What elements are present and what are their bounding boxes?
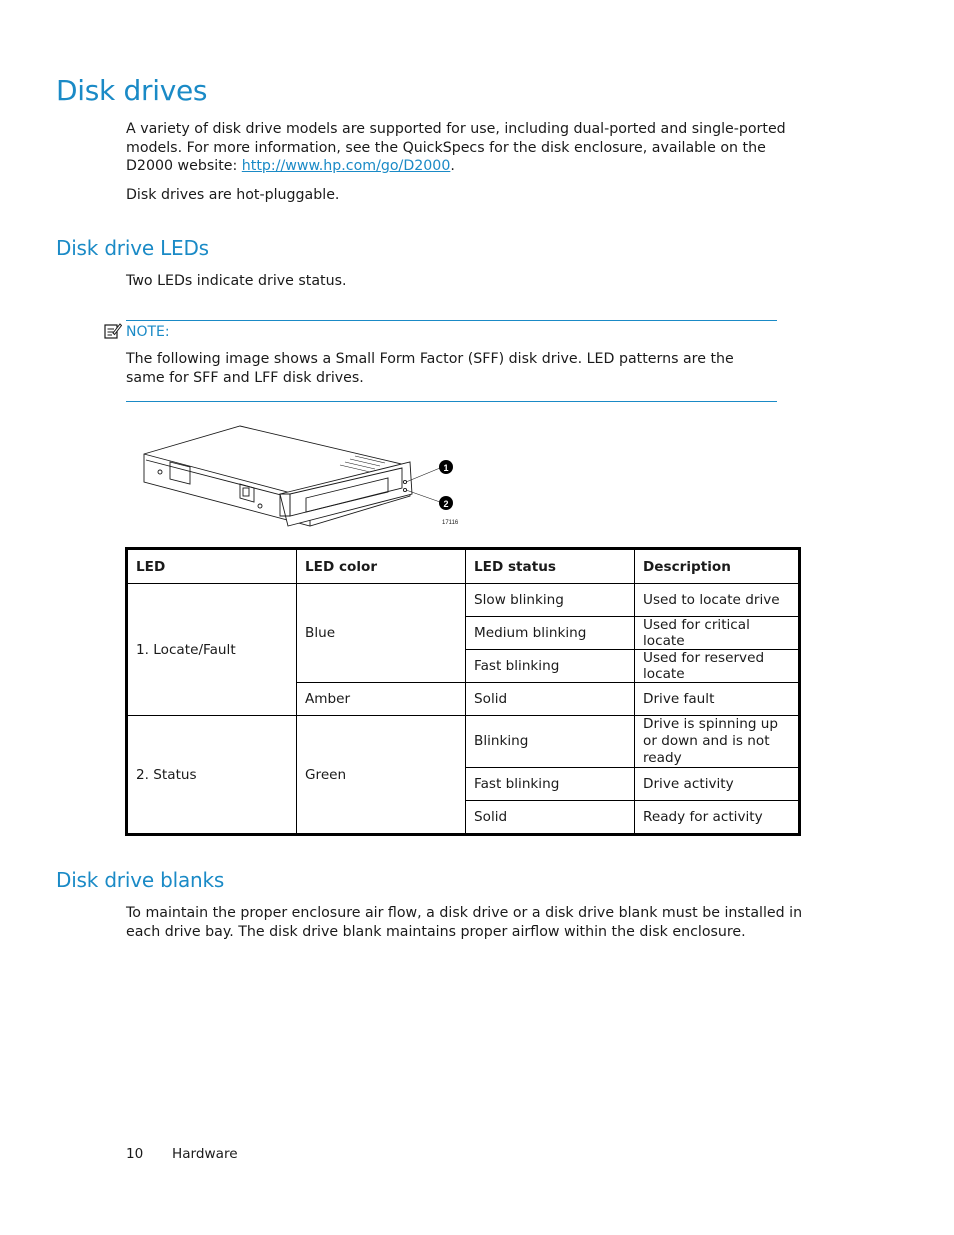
note-text: The following image shows a Small Form Factor (SFF) disk drive. LED patterns are the same for SFF and LFF disk drives. xyxy=(126,351,734,386)
led-table xyxy=(125,547,801,836)
callout-2-label: 2 xyxy=(443,499,449,509)
intro-paragraph xyxy=(126,120,816,176)
description-cell: Drive activity xyxy=(635,768,800,801)
description-cell: Drive is spinning up or down and is not ready xyxy=(635,716,800,768)
led-cell: 1. Locate/Fault xyxy=(127,584,297,716)
led-color-cell: Green xyxy=(297,716,466,835)
disk-drive-illustration xyxy=(140,422,470,532)
led-color-cell: Blue xyxy=(297,584,466,683)
d2000-website-link[interactable]: http://www.hp.com/go/D2000 xyxy=(241,158,451,175)
drive-carrier xyxy=(144,426,412,526)
section-heading-leds: Disk drive LEDs xyxy=(56,236,209,260)
leds-intro-text: Two LEDs indicate drive status. xyxy=(126,273,347,289)
description-cell: Drive fault xyxy=(635,683,800,716)
intro-after-link: . xyxy=(450,158,455,175)
table-row xyxy=(127,716,800,768)
note-bottom-rule xyxy=(126,401,777,402)
description-cell: Used for reserved locate xyxy=(635,650,800,683)
led-status-cell: Fast blinking xyxy=(466,768,635,801)
column-header-led: LED xyxy=(127,549,297,584)
description-cell: Used for critical locate xyxy=(635,617,800,650)
led-color-cell: Amber xyxy=(297,683,466,716)
note-top-rule xyxy=(126,320,777,321)
led-cell: 2. Status xyxy=(127,716,297,835)
note-icon xyxy=(104,322,122,340)
led-status-cell: Solid xyxy=(466,801,635,835)
blanks-text: To maintain the proper enclosure air flow, a disk drive or a disk drive blank must be installed in each drive bay. The disk drive blank maintains proper airflow within the disk enclosure. xyxy=(126,905,803,940)
intro-text: A variety of disk drive models are supported for use, including dual-ported and single-ported models. For more information, see the QuickSpecs for the disk enclosure, available on the D2000 website: xyxy=(126,121,786,175)
section-heading-blanks: Disk drive blanks xyxy=(56,868,225,892)
column-header-led-status: LED status xyxy=(466,549,635,584)
page-title: Disk drives xyxy=(56,74,208,107)
note-label: NOTE: xyxy=(126,324,170,340)
footer-section: Hardware xyxy=(172,1146,238,1162)
led-status-cell: Slow blinking xyxy=(466,584,635,617)
table-header-row xyxy=(127,549,800,584)
led-status-cell: Medium blinking xyxy=(466,617,635,650)
led-status-cell: Solid xyxy=(466,683,635,716)
led-status-cell: Blinking xyxy=(466,716,635,768)
column-header-description: Description xyxy=(635,549,800,584)
description-cell: Used to locate drive xyxy=(635,584,800,617)
led-status-cell: Fast blinking xyxy=(466,650,635,683)
table-row xyxy=(127,584,800,617)
hot-pluggable-text: Disk drives are hot-pluggable. xyxy=(126,187,340,203)
description-cell: Ready for activity xyxy=(635,801,800,835)
figure-id: 17116 xyxy=(442,520,459,526)
column-header-led-color: LED color xyxy=(297,549,466,584)
page-number: 10 xyxy=(126,1146,144,1162)
callout-1-label: 1 xyxy=(443,463,449,473)
